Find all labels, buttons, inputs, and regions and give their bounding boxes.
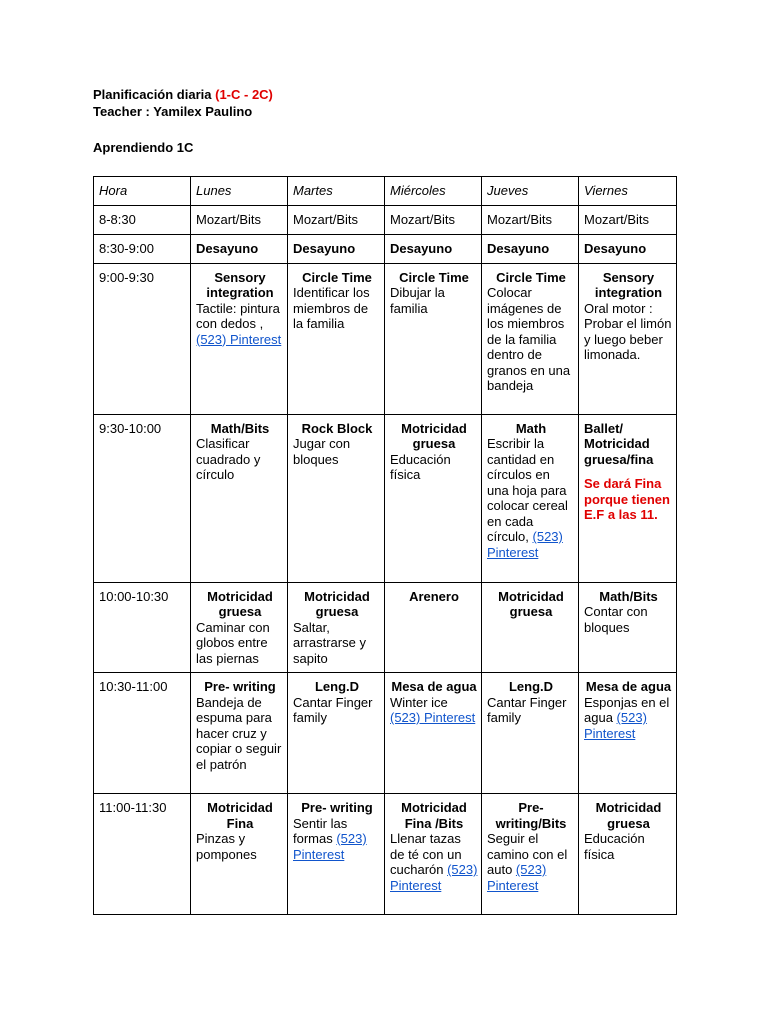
time-cell: 10:00-10:30 <box>94 582 191 673</box>
schedule-row <box>94 794 677 915</box>
activity-description <box>390 452 478 483</box>
activity-title: Math <box>515 420 547 436</box>
activity-cell <box>288 263 385 414</box>
pinterest-link[interactable]: (523) Pinterest <box>390 862 478 893</box>
activity-description <box>293 695 381 726</box>
activity-title: Motricidad gruesa <box>304 588 370 619</box>
description-text: Colocar imágenes de los miembros de la familia dentro de granos en una bandeja <box>487 285 571 393</box>
activity-title: Desayuno <box>293 240 356 256</box>
activity-title: Desayuno <box>487 240 550 256</box>
teacher-name: Teacher : Yamilex Paulino <box>93 104 253 119</box>
description-text: Cantar Finger family <box>293 694 373 725</box>
group-label: (1-C - 2C) <box>215 87 273 102</box>
activity-title: Pre- writing <box>301 800 373 815</box>
activity-title: Motricidad gruesa <box>207 588 273 619</box>
activity-description <box>487 436 575 560</box>
schedule-table <box>93 176 677 915</box>
activity-title: Sensory integration <box>594 269 663 300</box>
activity-title: Math/Bits <box>210 420 270 436</box>
activity-description <box>293 285 381 332</box>
activity-description <box>390 285 478 316</box>
activity-cell <box>579 794 677 915</box>
activity-description <box>390 831 478 893</box>
time-cell: 8-8:30 <box>94 205 191 234</box>
activity-title: Math/Bits <box>599 588 658 604</box>
schedule-row <box>94 582 677 673</box>
activity-cell <box>482 205 579 234</box>
time-cell: 8:30-9:00 <box>94 234 191 263</box>
activity-title: Desayuno <box>390 240 453 256</box>
description-text: Educación física <box>584 831 645 862</box>
activity-title: Circle Time <box>399 269 469 285</box>
document-title: Planificación diaria (1-C - 2C) <box>93 87 273 102</box>
description-text: Mozart/Bits <box>390 211 456 227</box>
activity-title: Leng.D <box>314 679 360 694</box>
description-text: Saltar, arrastrarse y sapito <box>293 619 366 666</box>
pinterest-link[interactable]: (523) Pinterest <box>487 862 547 893</box>
schedule-row <box>94 234 677 263</box>
activity-cell <box>482 582 579 673</box>
activity-description <box>584 831 673 862</box>
activity-description <box>487 831 575 893</box>
activity-cell <box>288 673 385 794</box>
activity-description <box>584 695 673 742</box>
description-text: Contar con bloques <box>584 604 648 635</box>
activity-cell <box>579 582 677 673</box>
activity-cell <box>288 234 385 263</box>
schedule-row <box>94 414 677 582</box>
pinterest-link[interactable]: (523) Pinterest <box>196 331 282 347</box>
activity-title: Pre- writing <box>204 679 276 694</box>
activity-description <box>196 620 284 667</box>
activity-cell <box>385 263 482 414</box>
activity-cell <box>385 234 482 263</box>
activity-cell <box>191 263 288 414</box>
activity-description <box>390 695 478 726</box>
schedule-row <box>94 673 677 794</box>
activity-title: Motricidad Fina /Bits <box>401 800 467 831</box>
activity-description <box>293 620 381 667</box>
description-text: Educación física <box>390 451 451 482</box>
activity-cell <box>579 414 677 582</box>
activity-cell <box>482 794 579 915</box>
column-header: Miércoles <box>385 177 482 206</box>
activity-cell <box>579 673 677 794</box>
description-text: Oral motor : Probar el limón y luego beber limonada. <box>584 300 672 362</box>
activity-description <box>293 212 381 228</box>
description-text: Mozart/Bits <box>196 211 262 227</box>
description-text: Identificar los miembros de la familia <box>293 285 370 331</box>
description-text: Esponjas en el agua <box>584 694 670 725</box>
description-text: Dibujar la familia <box>390 285 445 316</box>
activity-title: Circle Time <box>496 269 566 285</box>
schedule-row <box>94 263 677 414</box>
description-text: Tactile: pintura con dedos , <box>196 300 280 331</box>
activity-title: Motricidad Fina <box>207 800 273 831</box>
description-text: Pinzas y pompones <box>196 831 257 862</box>
column-header: Viernes <box>579 177 677 206</box>
schedule-row <box>94 205 677 234</box>
activity-title: Motricidad gruesa <box>498 588 564 619</box>
activity-description <box>196 212 284 228</box>
activity-title: Ballet/ Motricidad gruesa/fina <box>584 420 654 467</box>
activity-title: Arenero <box>409 588 459 604</box>
description-text: Mozart/Bits <box>487 211 553 227</box>
time-cell: 9:30-10:00 <box>94 414 191 582</box>
description-text: Jugar con bloques <box>293 436 351 467</box>
description-text: Llenar tazas de té con un cucharón <box>390 831 462 877</box>
activity-cell <box>288 794 385 915</box>
activity-cell <box>482 234 579 263</box>
activity-description <box>487 212 575 228</box>
activity-description <box>196 436 284 483</box>
activity-cell <box>385 205 482 234</box>
activity-description <box>196 695 284 773</box>
description-text: Mozart/Bits <box>293 211 359 227</box>
column-header: Martes <box>288 177 385 206</box>
activity-cell <box>482 263 579 414</box>
activity-description <box>293 816 381 863</box>
activity-cell <box>191 234 288 263</box>
activity-cell <box>385 414 482 582</box>
activity-description <box>584 301 673 363</box>
pinterest-link[interactable]: (523) Pinterest <box>390 710 476 725</box>
activity-title: Mesa de agua <box>585 679 672 694</box>
activity-title: Motricidad gruesa <box>401 420 467 451</box>
activity-description <box>196 301 284 348</box>
activity-cell <box>288 582 385 673</box>
column-header: Jueves <box>482 177 579 206</box>
activity-cell <box>385 794 482 915</box>
activity-cell <box>482 673 579 794</box>
activity-description <box>487 285 575 394</box>
activity-cell <box>191 205 288 234</box>
column-header: Hora <box>94 177 191 206</box>
activity-description <box>487 695 575 726</box>
activity-title: Desayuno <box>196 240 259 256</box>
activity-description <box>196 831 284 862</box>
header-row <box>94 177 677 206</box>
activity-title: Mesa de agua <box>391 679 477 694</box>
pinterest-link[interactable]: (523) Pinterest <box>487 529 563 560</box>
description-text: Winter ice <box>390 694 448 710</box>
activity-title: Rock Block <box>301 420 373 436</box>
activity-description <box>584 212 673 228</box>
time-cell: 10:30-11:00 <box>94 673 191 794</box>
section-subtitle: Aprendiendo 1C <box>93 140 194 155</box>
activity-cell <box>385 673 482 794</box>
activity-title: Circle Time <box>302 269 372 285</box>
description-text: Escribir la cantidad en círculos en una hoja para colocar cereal en cada círculo, <box>487 436 568 544</box>
time-cell: 11:00-11:30 <box>94 794 191 915</box>
activity-description <box>293 436 381 467</box>
activity-cell <box>579 263 677 414</box>
column-header: Lunes <box>191 177 288 206</box>
activity-cell <box>191 582 288 673</box>
pinterest-link[interactable]: (523) Pinterest <box>584 710 647 741</box>
schedule-note: Se dará Fina porque tienen E.F a las 11. <box>584 476 670 522</box>
description-text: Cantar Finger family <box>487 694 567 725</box>
activity-cell <box>288 414 385 582</box>
description-text: Sentir las formas <box>293 815 348 846</box>
activity-cell <box>482 414 579 582</box>
activity-title: Leng.D <box>508 679 554 694</box>
activity-description <box>390 212 478 228</box>
page-header <box>93 86 273 120</box>
activity-cell <box>579 234 677 263</box>
activity-title: Pre- writing/Bits <box>495 800 567 831</box>
pinterest-link[interactable]: (523) Pinterest <box>293 831 367 862</box>
description-text: Caminar con globos entre las piernas <box>196 619 270 666</box>
activity-description <box>584 604 673 635</box>
activity-cell <box>579 205 677 234</box>
activity-cell <box>191 794 288 915</box>
activity-cell <box>288 205 385 234</box>
activity-title: Desayuno <box>584 240 647 256</box>
activity-title: Motricidad gruesa <box>595 800 662 831</box>
description-text: Seguir el camino con el auto <box>487 831 568 877</box>
description-text: Bandeja de espuma para hacer cruz y copiar o seguir el patrón <box>196 694 282 772</box>
activity-cell <box>191 673 288 794</box>
activity-cell <box>191 414 288 582</box>
activity-title: Sensory integration <box>206 269 274 300</box>
time-cell: 9:00-9:30 <box>94 263 191 414</box>
description-text: Mozart/Bits <box>584 211 650 227</box>
description-text: Clasificar cuadrado y círculo <box>196 436 261 482</box>
activity-cell <box>385 582 482 673</box>
